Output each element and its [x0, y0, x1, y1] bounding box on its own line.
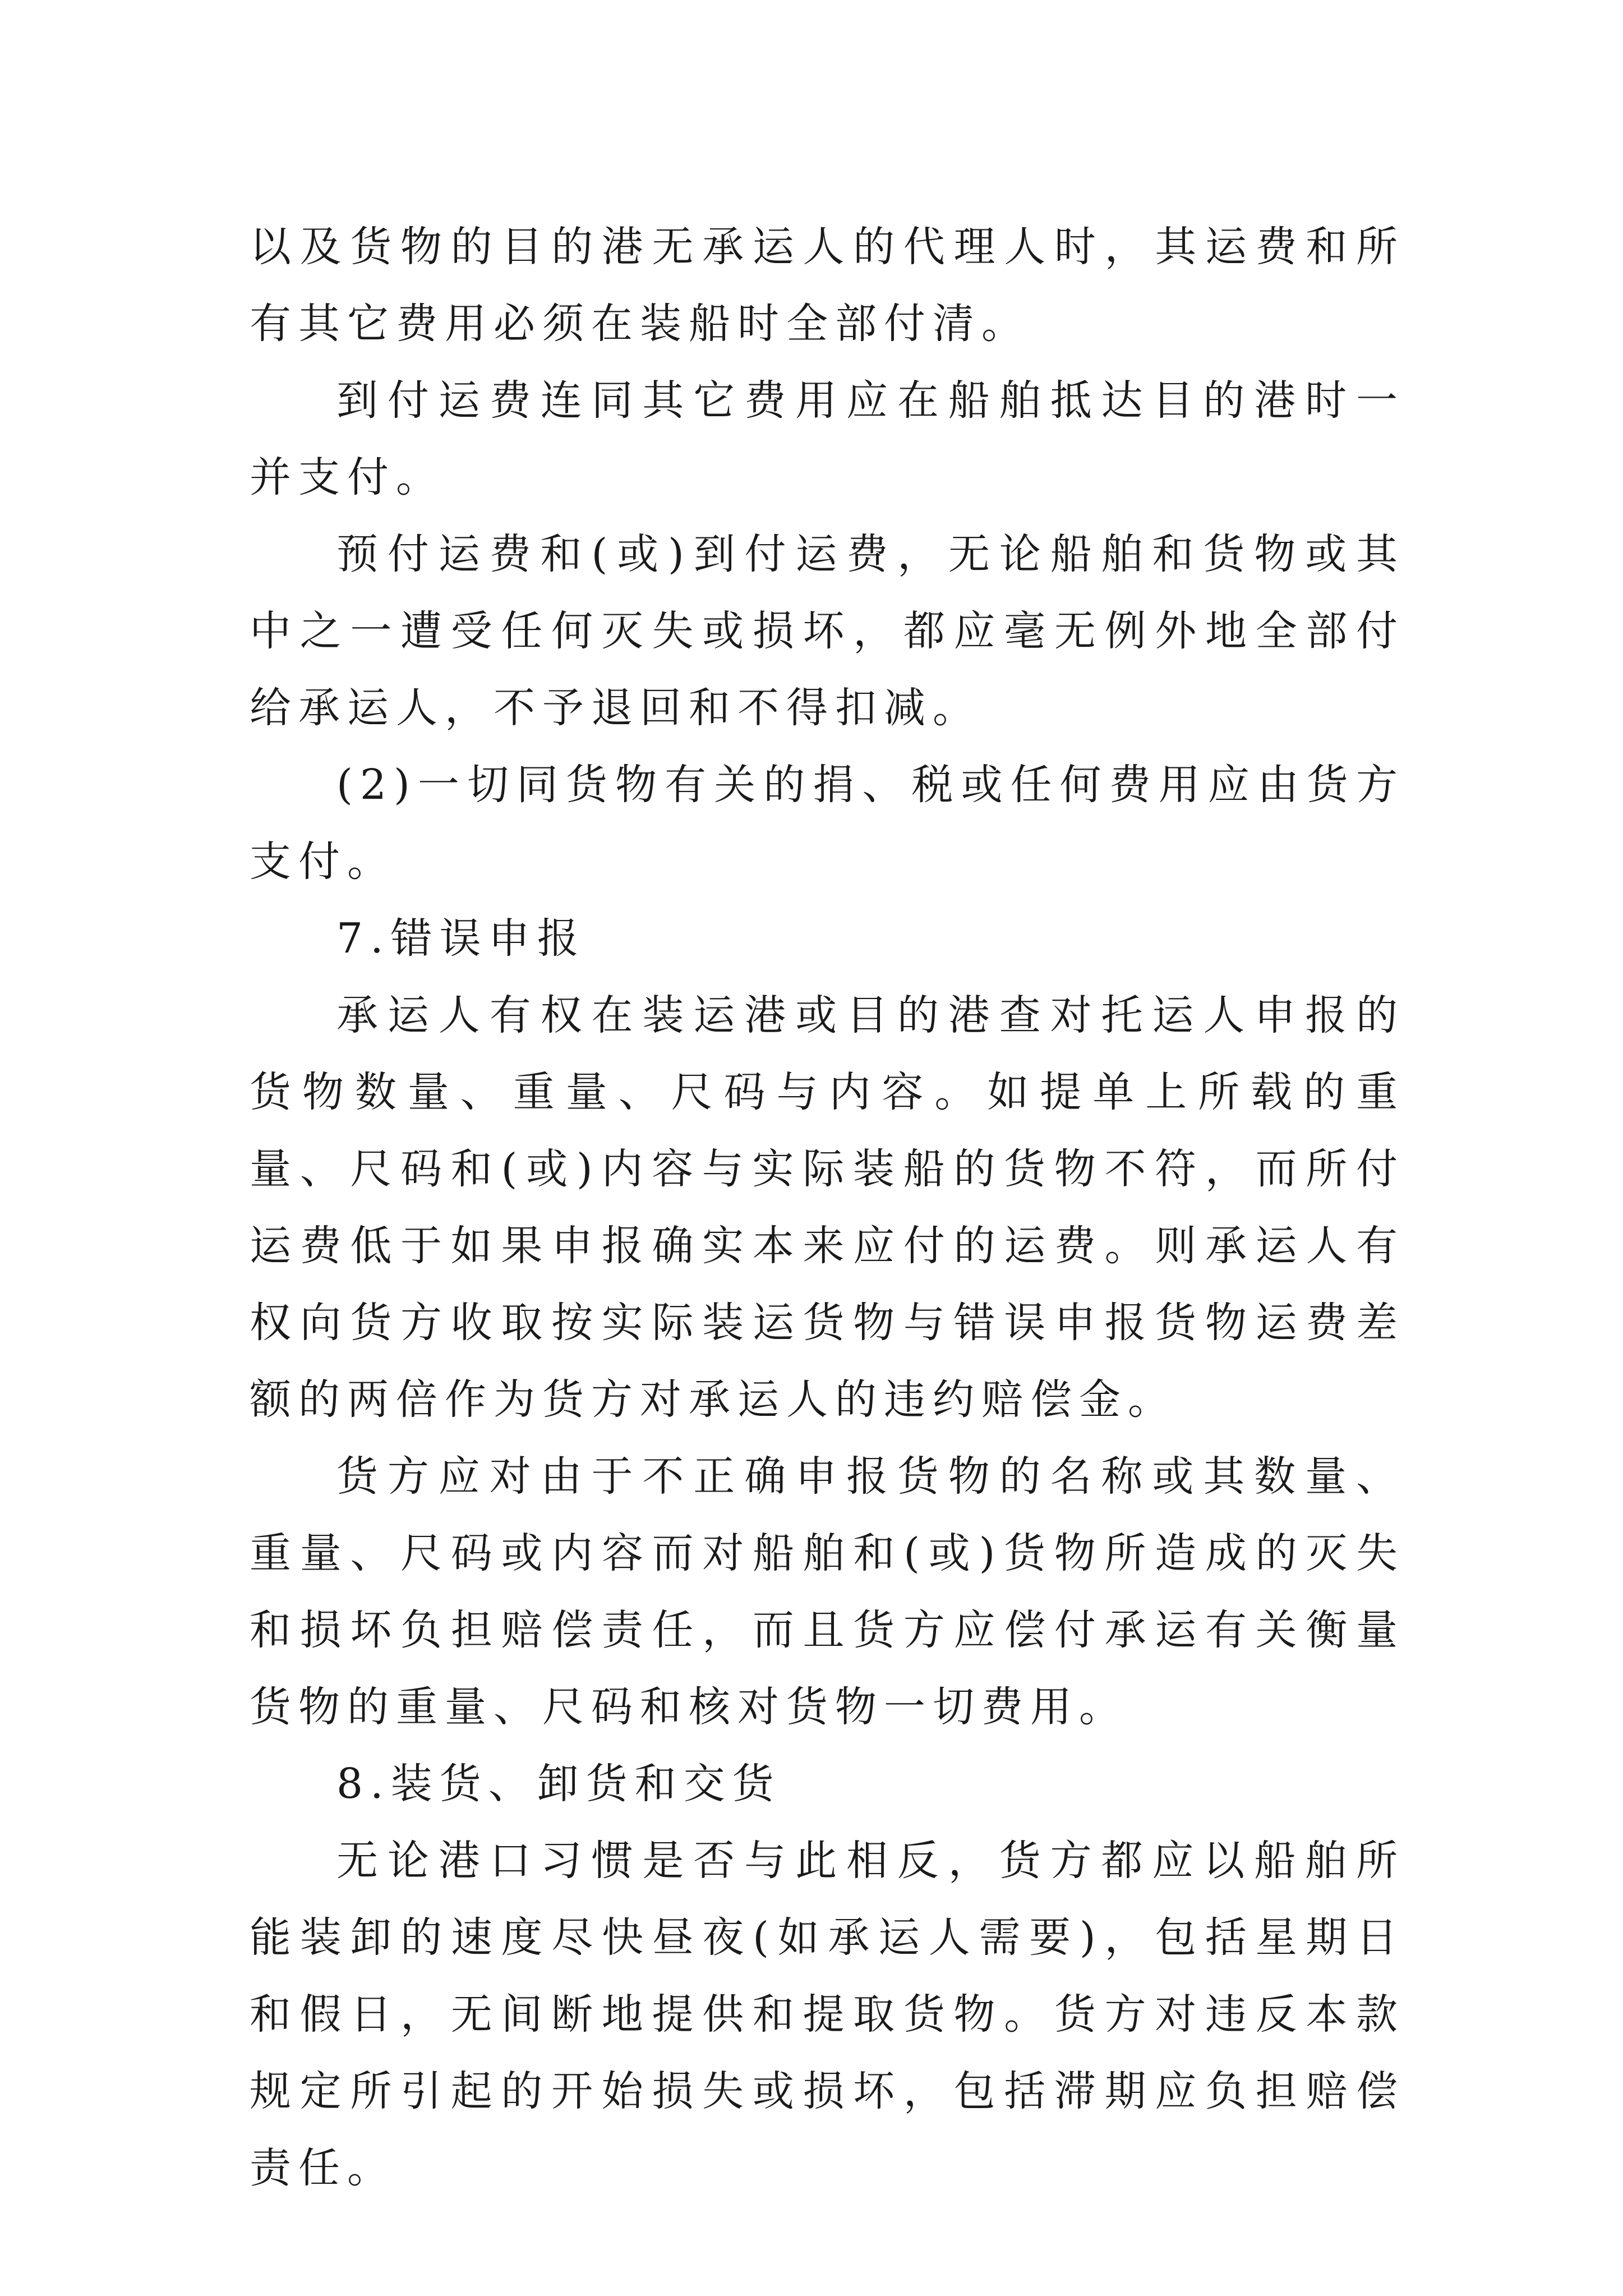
paragraph-carrier-right-to-check: 承运人有权在装运港或目的港查对托运人申报的货物数量、重量、尺码与内容。如提单上所载的重量、尺码和(或)内容与实际装船的货物不符，而所付运费低于如果申报确实本来应付的运费。则承运人有权向货方收取按实际装运货物与错误申报货物运费差额的两倍作为货方对承运人的违约赔偿金。 — [250, 991, 1405, 1424]
paragraph-continuation: 以及货物的目的港无承运人的代理人时，其运费和所有其它费用必须在装船时全部付清。 — [250, 223, 1405, 348]
document-body — [250, 209, 1405, 2207]
paragraph-prepaid-freight: 预付运费和(或)到付运费，无论船舶和货物或其中之一遭受任何灭失或损坏，都应毫无例外地全部付给承运人，不予退回和不得扣减。 — [250, 530, 1405, 732]
section-heading-loading-discharge: 8.装货、卸货和交货 — [336, 1760, 781, 1808]
paragraph-merchant-liability: 货方应对由于不正确申报货物的名称或其数量、重量、尺码或内容而对船舶和(或)货物所造成的灭失和损坏负担赔偿责任，而且货方应偿付承运有关衡量货物的重量、尺码和核对货物一切费用。 — [250, 1452, 1405, 1731]
paragraph-taxes: (2)一切同货物有关的捐、税或任何费用应由货方支付。 — [250, 761, 1405, 886]
paragraph-loading-speed: 无论港口习惯是否与此相反，货方都应以船舶所能装卸的速度尽快昼夜(如承运人需要)，包括星期日和假日，无间断地提供和提取货物。货方对违反本款规定所引起的开始损失或损坏，包括滞期应负担赔偿责任。 — [250, 1837, 1405, 2192]
section-heading-misdeclaration: 7.错误申报 — [336, 914, 586, 963]
paragraph-collect-freight: 到付运费连同其它费用应在船舶抵达目的港时一并支付。 — [250, 376, 1405, 501]
